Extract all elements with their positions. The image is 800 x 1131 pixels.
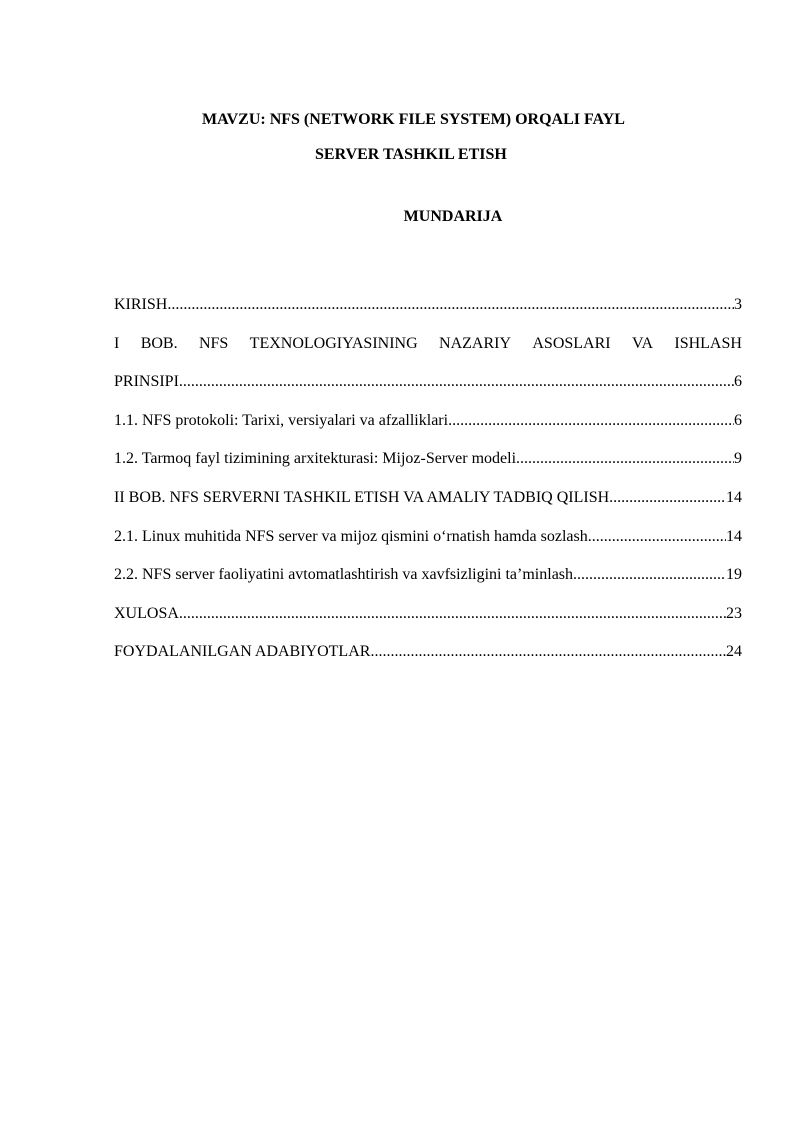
toc-entry-bob2[interactable]	[114, 488, 742, 527]
toc-word: NFS	[198, 334, 229, 352]
contents-heading: MUNDARIJA	[403, 208, 503, 225]
toc-leader-dots	[448, 411, 734, 431]
table-of-contents	[114, 295, 742, 681]
toc-entry-bob1-line2[interactable]	[114, 372, 742, 411]
toc-entry-label: 1.1. NFS protokoli: Tarixi, versiyalari va afzalliklari	[114, 411, 449, 429]
toc-word: NAZARIY	[439, 334, 512, 352]
toc-word: ISHLASH	[674, 334, 742, 352]
toc-leader-dots	[179, 604, 726, 624]
toc-entry-label: II BOB. NFS SERVERNI TASHKIL ETISH VA AMALIY TADBIQ QILISH	[114, 488, 610, 506]
toc-entry-label: 2.1. Linux muhitida NFS server va mijoz qismini o‘rnatish hamda sozlash	[114, 527, 588, 545]
toc-word: ASOSLARI	[532, 334, 611, 352]
toc-entry-adabiyotlar[interactable]	[114, 642, 742, 681]
toc-entry-bob1-line1[interactable]	[114, 334, 742, 373]
toc-leader-dots	[609, 488, 726, 508]
toc-entry-kirish[interactable]	[114, 295, 742, 334]
toc-page-number: 6	[734, 411, 742, 429]
toc-entry-label: 1.2. Tarmoq fayl tizimining arxitekturasi: Mijoz-Server modeli	[114, 450, 517, 468]
toc-page-number: 23	[726, 604, 742, 622]
toc-leader-dots	[370, 642, 726, 662]
toc-entry-label: FOYDALANILGAN ADABIYOTLAR	[114, 643, 371, 661]
toc-leader-dots	[179, 372, 734, 392]
toc-word: TEXNOLOGIYASINING	[249, 334, 418, 352]
toc-leader-dots	[167, 295, 734, 315]
toc-entry-xulosa[interactable]	[114, 604, 742, 643]
toc-word: VA	[631, 334, 654, 352]
toc-entry-label: XULOSA	[114, 604, 179, 622]
toc-entry-1-2[interactable]	[114, 449, 742, 488]
toc-word: I	[114, 334, 120, 352]
toc-entry-label: 2.2. NFS server faoliyatini avtomatlashtirish va xavfsizligini ta’minlash	[114, 566, 574, 584]
toc-leader-dots	[588, 527, 726, 547]
toc-page-number: 9	[734, 450, 742, 468]
toc-entry-label: PRINSIPI	[114, 373, 179, 391]
document-title-line-1: MAVZU: NFS (NETWORK FILE SYSTEM) ORQALI FAYL	[202, 111, 625, 128]
toc-entry-2-1[interactable]	[114, 527, 742, 566]
toc-page-number: 14	[726, 488, 742, 506]
toc-entry-1-1[interactable]	[114, 411, 742, 450]
toc-entry-label: KIRISH	[114, 296, 168, 313]
document-title-line-2: SERVER TASHKIL ETISH	[315, 146, 507, 163]
toc-page-number: 6	[734, 373, 742, 391]
toc-page-number: 14	[726, 527, 742, 545]
toc-page-number: 3	[734, 296, 742, 313]
toc-leader-dots	[516, 449, 734, 469]
toc-leader-dots	[573, 565, 726, 585]
toc-word: BOB.	[140, 334, 178, 352]
toc-page-number: 24	[726, 643, 742, 661]
toc-page-number: 19	[726, 566, 742, 584]
toc-entry-2-2[interactable]	[114, 565, 742, 604]
